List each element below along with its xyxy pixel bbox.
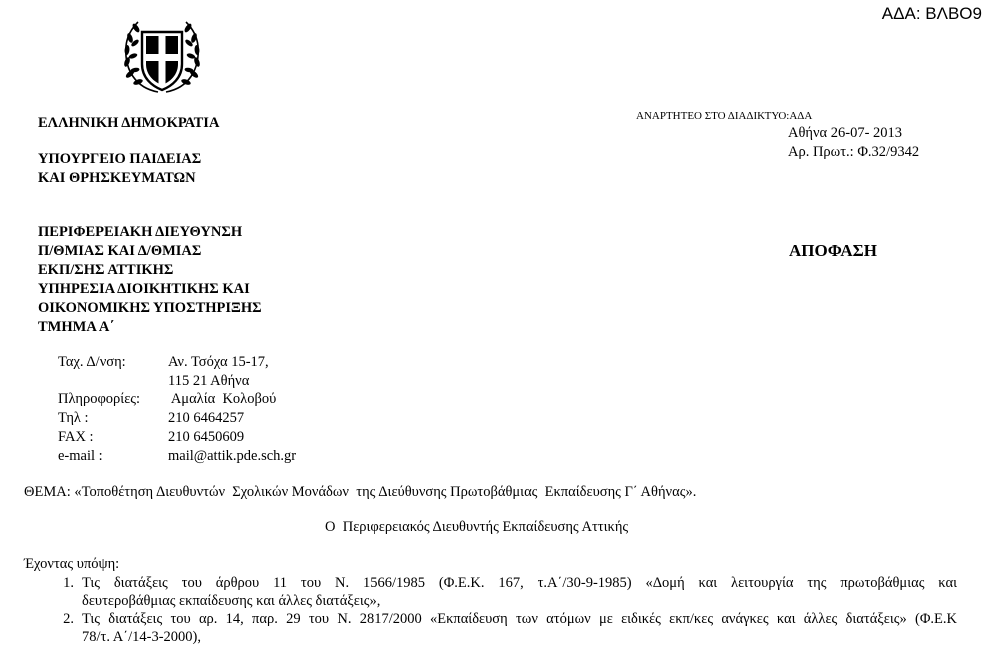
contact-label: e-mail : — [58, 447, 103, 464]
email-link[interactable]: mail@attik.pde.sch.gr — [168, 447, 297, 464]
contact-value: 210 6450609 — [168, 428, 245, 445]
regional-line: Π/ΘΜΙΑΣ ΚΑΙ Δ/ΘΜΙΑΣ — [38, 243, 202, 259]
contact-value: 115 21 Αθήνα — [168, 372, 250, 389]
considerations-list — [24, 574, 957, 646]
date-protocol-block — [788, 124, 919, 162]
contact-value: Αμαλία Κολοβού — [168, 391, 277, 408]
contact-value: 210 6464257 — [168, 410, 245, 427]
item-text-line: 78/τ. Α΄/14-3-2000), — [82, 629, 201, 645]
regional-line: ΥΠΗΡΕΣΙΑ ΔΙΟΙΚΗΤΙΚΗΣ ΚΑΙ — [38, 281, 250, 297]
document-date: Αθήνα 26-07- 2013 — [788, 125, 903, 141]
ministry-heading — [38, 150, 201, 188]
list-item — [24, 574, 957, 610]
greek-coat-of-arms-icon — [118, 18, 206, 103]
item-text-line: Τις διατάξεις του αρ. 14, παρ. 29 του Ν. 2817/2000 «Εκπαίδευση των ατόμων με ειδικές εκπ/κες ανάγκες και άλλες διατάξεις» (Φ.Ε.Κ — [82, 611, 957, 627]
republic-heading: ΕΛΛΗΝΙΚΗ ΔΗΜΟΚΡΑΤΙΑ — [38, 115, 220, 131]
ada-code: ΑΔΑ: ΒΛΒΟ9 — [881, 4, 982, 23]
ministry-line: ΚΑΙ ΘΡΗΣΚΕΥΜΑΤΩΝ — [38, 170, 196, 186]
contact-label: Πληροφορίες: — [58, 391, 141, 408]
regional-line: ΟΙΚΟΝΟΜΙΚΗΣ ΥΠΟΣΤΗΡΙΞΗΣ — [38, 300, 262, 316]
item-text-line: δευτεροβάθμιας εκπαίδευσης και άλλες διατάξεις», — [82, 593, 381, 609]
contact-info — [58, 353, 296, 465]
regional-line: ΠΕΡΙΦΕΡΕΙΑΚΗ ΔΙΕΥΘΥΝΣΗ — [38, 224, 243, 240]
contact-row — [58, 428, 296, 447]
contact-label: Ταχ. Δ/νση: — [58, 354, 126, 370]
contact-row — [58, 372, 296, 391]
considering-heading: Έχοντας υπόψη: — [24, 556, 120, 572]
contact-label — [58, 372, 168, 391]
posted-online-note: ΑΝΑΡΤΗΤΕΟ ΣΤΟ ΔΙΑΔΙΚΤΥΟ:ΑΔΑ — [636, 110, 813, 122]
item-text-line: Τις διατάξεις του άρθρου 11 του Ν. 1566/1985 (Φ.Ε.Κ. 167, τ.Α΄/30-9-1985) «Δομή και λειτουργία της πρωτοβάθμιας και — [82, 575, 957, 591]
contact-value: Αν. Τσόχα 15-17, — [168, 354, 269, 370]
director-title: Ο Περιφερειακός Διευθυντής Εκπαίδευσης Αττικής — [325, 519, 629, 535]
list-item — [24, 610, 957, 646]
item-number: 2. — [63, 611, 74, 627]
contact-row — [58, 353, 296, 372]
item-number: 1. — [63, 575, 74, 591]
contact-label: Τηλ : — [58, 410, 89, 427]
contact-row — [58, 447, 296, 466]
decision-title: ΑΠΟΦΑΣΗ — [789, 241, 877, 260]
subject-line: ΘΕΜΑ: «Τοποθέτηση Διευθυντών Σχολικών Μονάδων της Διεύθυνσης Πρωτοβάθμιας Εκπαίδευσης Γ΄ Αθήνας». — [24, 484, 697, 500]
regional-line: ΤΜΗΜΑ Α΄ — [38, 319, 115, 335]
regional-line: ΕΚΠ/ΣΗΣ ΑΤΤΙΚΗΣ — [38, 262, 174, 278]
ministry-line: ΥΠΟΥΡΓΕΙΟ ΠΑΙΔΕΙΑΣ — [38, 151, 202, 167]
contact-row — [58, 409, 296, 428]
contact-row — [58, 390, 296, 409]
item-text — [82, 610, 957, 646]
item-text — [82, 574, 957, 610]
regional-directorate-heading — [38, 223, 262, 337]
protocol-number: Αρ. Πρωτ.: Φ.32/9342 — [788, 144, 920, 160]
contact-label: FAX : — [58, 428, 94, 445]
